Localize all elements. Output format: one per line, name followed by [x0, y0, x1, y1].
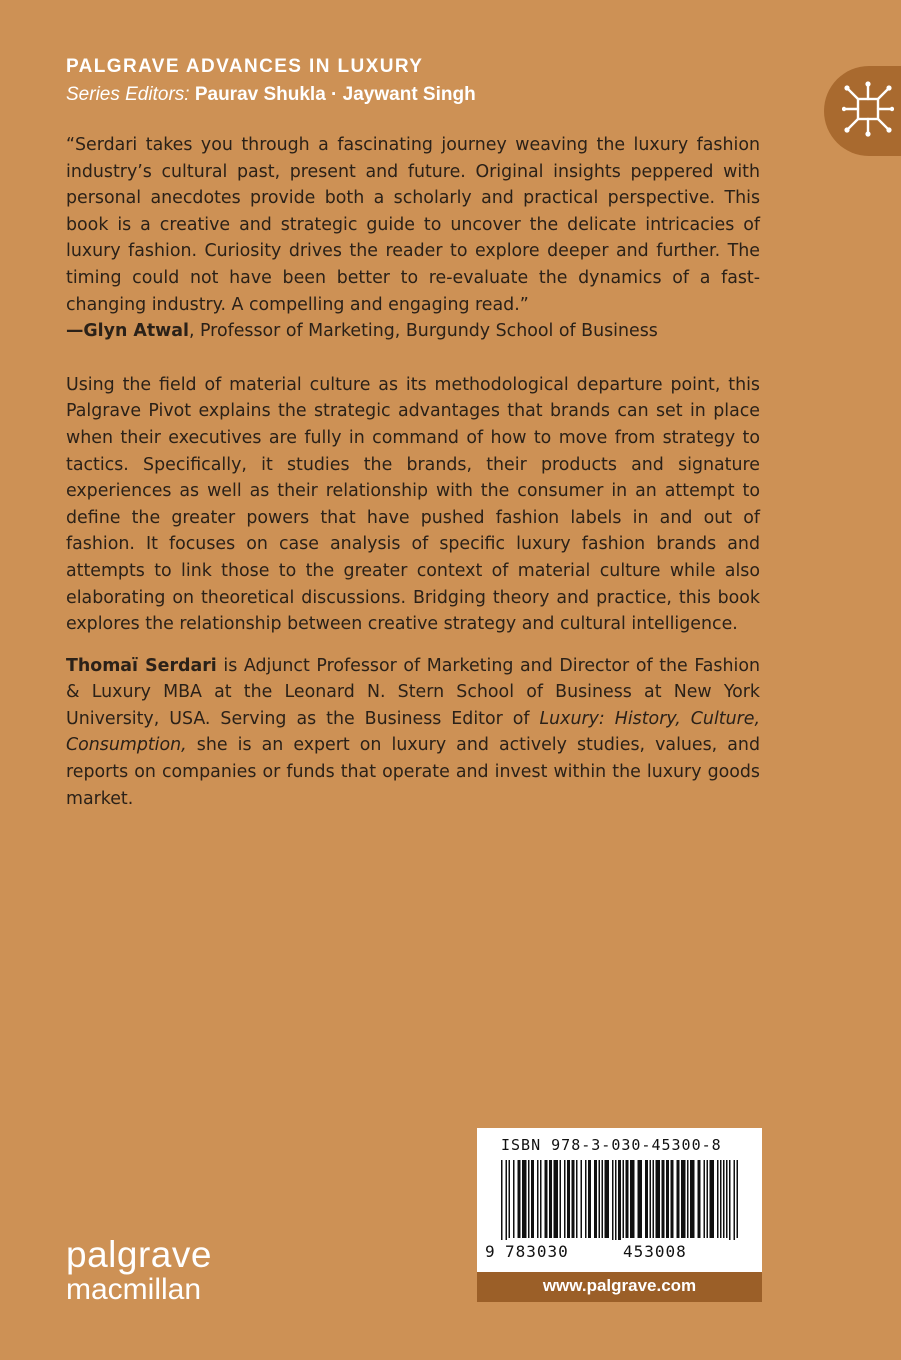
barcode-bar	[567, 1160, 570, 1238]
barcode-bar	[554, 1160, 559, 1238]
series-editors	[66, 84, 476, 106]
barcode-bar	[726, 1160, 728, 1238]
barcode-bar	[615, 1160, 617, 1240]
series-title: PALGRAVE ADVANCES IN LUXURY	[66, 56, 424, 77]
editor-name: Paurav Shukla	[194, 84, 326, 105]
barcode-bar	[572, 1160, 575, 1238]
barcode-bar	[513, 1160, 515, 1238]
barcode-bar	[618, 1160, 621, 1240]
isbn-barcode-box	[477, 1128, 762, 1272]
editor-name: Jaywant Singh	[342, 84, 476, 105]
barcode-bar	[690, 1160, 695, 1238]
palgrave-macmillan-logo	[66, 1236, 212, 1305]
barcode-bar	[560, 1160, 562, 1238]
barcode-bar	[501, 1160, 503, 1240]
barcode-bar	[666, 1160, 669, 1238]
barcode-bar	[737, 1160, 739, 1238]
pivot-badge	[824, 66, 901, 156]
barcode-bar	[623, 1160, 625, 1238]
barcode-bar	[599, 1160, 601, 1238]
endorsement-quote: “Serdari takes you through a fascinating journey weaving the luxury fashion industry’s cultural past, present and future. Original insights peppered with personal anecdotes provide both a scholarly and practical perspective. This book is a creative and strategic guide to uncover the delicate intricacies of luxury fashion. Curiosity drives the reader to explore deeper and further. The timing could not have been better to re-evaluate the dynamics of a fast-changing industry. A compelling and engaging read.”	[66, 135, 760, 315]
barcode-bar	[522, 1160, 527, 1238]
barcode-bar	[537, 1160, 539, 1238]
barcode-digits-right: 453008	[623, 1242, 687, 1261]
barcode-bar	[645, 1160, 648, 1238]
barcode-bar	[717, 1160, 719, 1238]
barcode	[483, 1160, 756, 1240]
back-cover-text	[66, 132, 760, 812]
barcode-bar	[518, 1160, 521, 1238]
barcode-bar	[540, 1160, 542, 1238]
barcode-bar	[531, 1160, 534, 1238]
logo-line2: macmillan	[66, 1273, 202, 1306]
barcode-bar	[710, 1160, 715, 1238]
barcode-bar	[638, 1160, 643, 1238]
endorser-name: Glyn Atwal	[83, 321, 189, 342]
book-description: Using the field of material culture as its methodological departure point, this Palgrave Pivot explains the strategic advantages that brands can set in place when their executives are fully in command of how to move from strategy to tactics. Specifically, it studies the brands, their products and signature experiences as well as their relationship with the consumer in an attempt to define the greater powers that have pushed fashion labels in and out of fashion. It focuses on case analysis of specific luxury fashion brands and attempts to link those to the greater context of material culture while also elaborating on theoretical discussions. Bridging theory and practice, this book explores the relationship between creative strategy and cultural intelligence.	[66, 374, 760, 635]
barcode-bar	[677, 1160, 680, 1238]
editor-separator: ·	[325, 84, 343, 105]
barcode-bar	[549, 1160, 552, 1238]
barcode-bar	[662, 1160, 665, 1238]
endorser-affiliation: , Professor of Marketing, Burgundy School of Business	[188, 321, 658, 342]
journal-title: Luxury: History, Culture, Consumption,	[66, 708, 760, 756]
barcode-bar	[734, 1160, 736, 1240]
barcode-bar	[720, 1160, 722, 1238]
barcode-bar	[564, 1160, 566, 1238]
website-link[interactable]: www.palgrave.com	[477, 1272, 762, 1302]
barcode-bar	[707, 1160, 709, 1238]
barcode-bar	[653, 1160, 655, 1238]
barcode-bar	[656, 1160, 661, 1238]
barcode-bar	[729, 1160, 731, 1240]
barcode-bar	[650, 1160, 652, 1238]
isbn-label: ISBN 978-3-030-45300-8	[501, 1136, 722, 1154]
barcode-bar	[585, 1160, 587, 1238]
barcode-bar	[630, 1160, 635, 1238]
series-header	[66, 56, 476, 106]
barcode-bar	[545, 1160, 548, 1238]
series-editors-label: Series Editors:	[66, 84, 190, 105]
barcode-bar	[506, 1160, 508, 1240]
endorser-dash: —	[66, 321, 84, 342]
barcode-bar	[509, 1160, 511, 1238]
barcode-bar	[681, 1160, 686, 1238]
barcode-bar	[704, 1160, 706, 1238]
author-bio	[66, 653, 760, 813]
logo-line1: palgrave	[66, 1234, 212, 1275]
barcode-bar	[588, 1160, 591, 1238]
barcode-bar	[698, 1160, 701, 1238]
barcode-bar	[612, 1160, 614, 1240]
barcode-bar	[594, 1160, 597, 1238]
barcode-bar	[723, 1160, 725, 1238]
barcode-bar	[687, 1160, 689, 1238]
barcode-digit-first: 9	[485, 1242, 496, 1261]
barcode-bar	[528, 1160, 530, 1238]
author-bio-text: is Adjunct Professor of Marketing and Director of the Fashion & Luxury MBA at the Leonard N. Stern School of Business at New York University, USA. Serving as the Business Editor of	[66, 655, 760, 729]
barcode-bar	[626, 1160, 629, 1238]
barcode-digits-left: 783030	[505, 1242, 569, 1261]
endorsement-attribution	[66, 318, 760, 345]
author-name: Thomaï Serdari	[66, 655, 217, 676]
barcode-bar	[581, 1160, 583, 1238]
author-bio-text: she is an expert on luxury and actively studies, values, and reports on companies or funds that operate and invest within the luxury goods market.	[66, 735, 760, 809]
barcode-bar	[671, 1160, 674, 1238]
barcode-bar	[605, 1160, 610, 1238]
barcode-bar	[602, 1160, 604, 1238]
barcode-bar	[576, 1160, 578, 1238]
